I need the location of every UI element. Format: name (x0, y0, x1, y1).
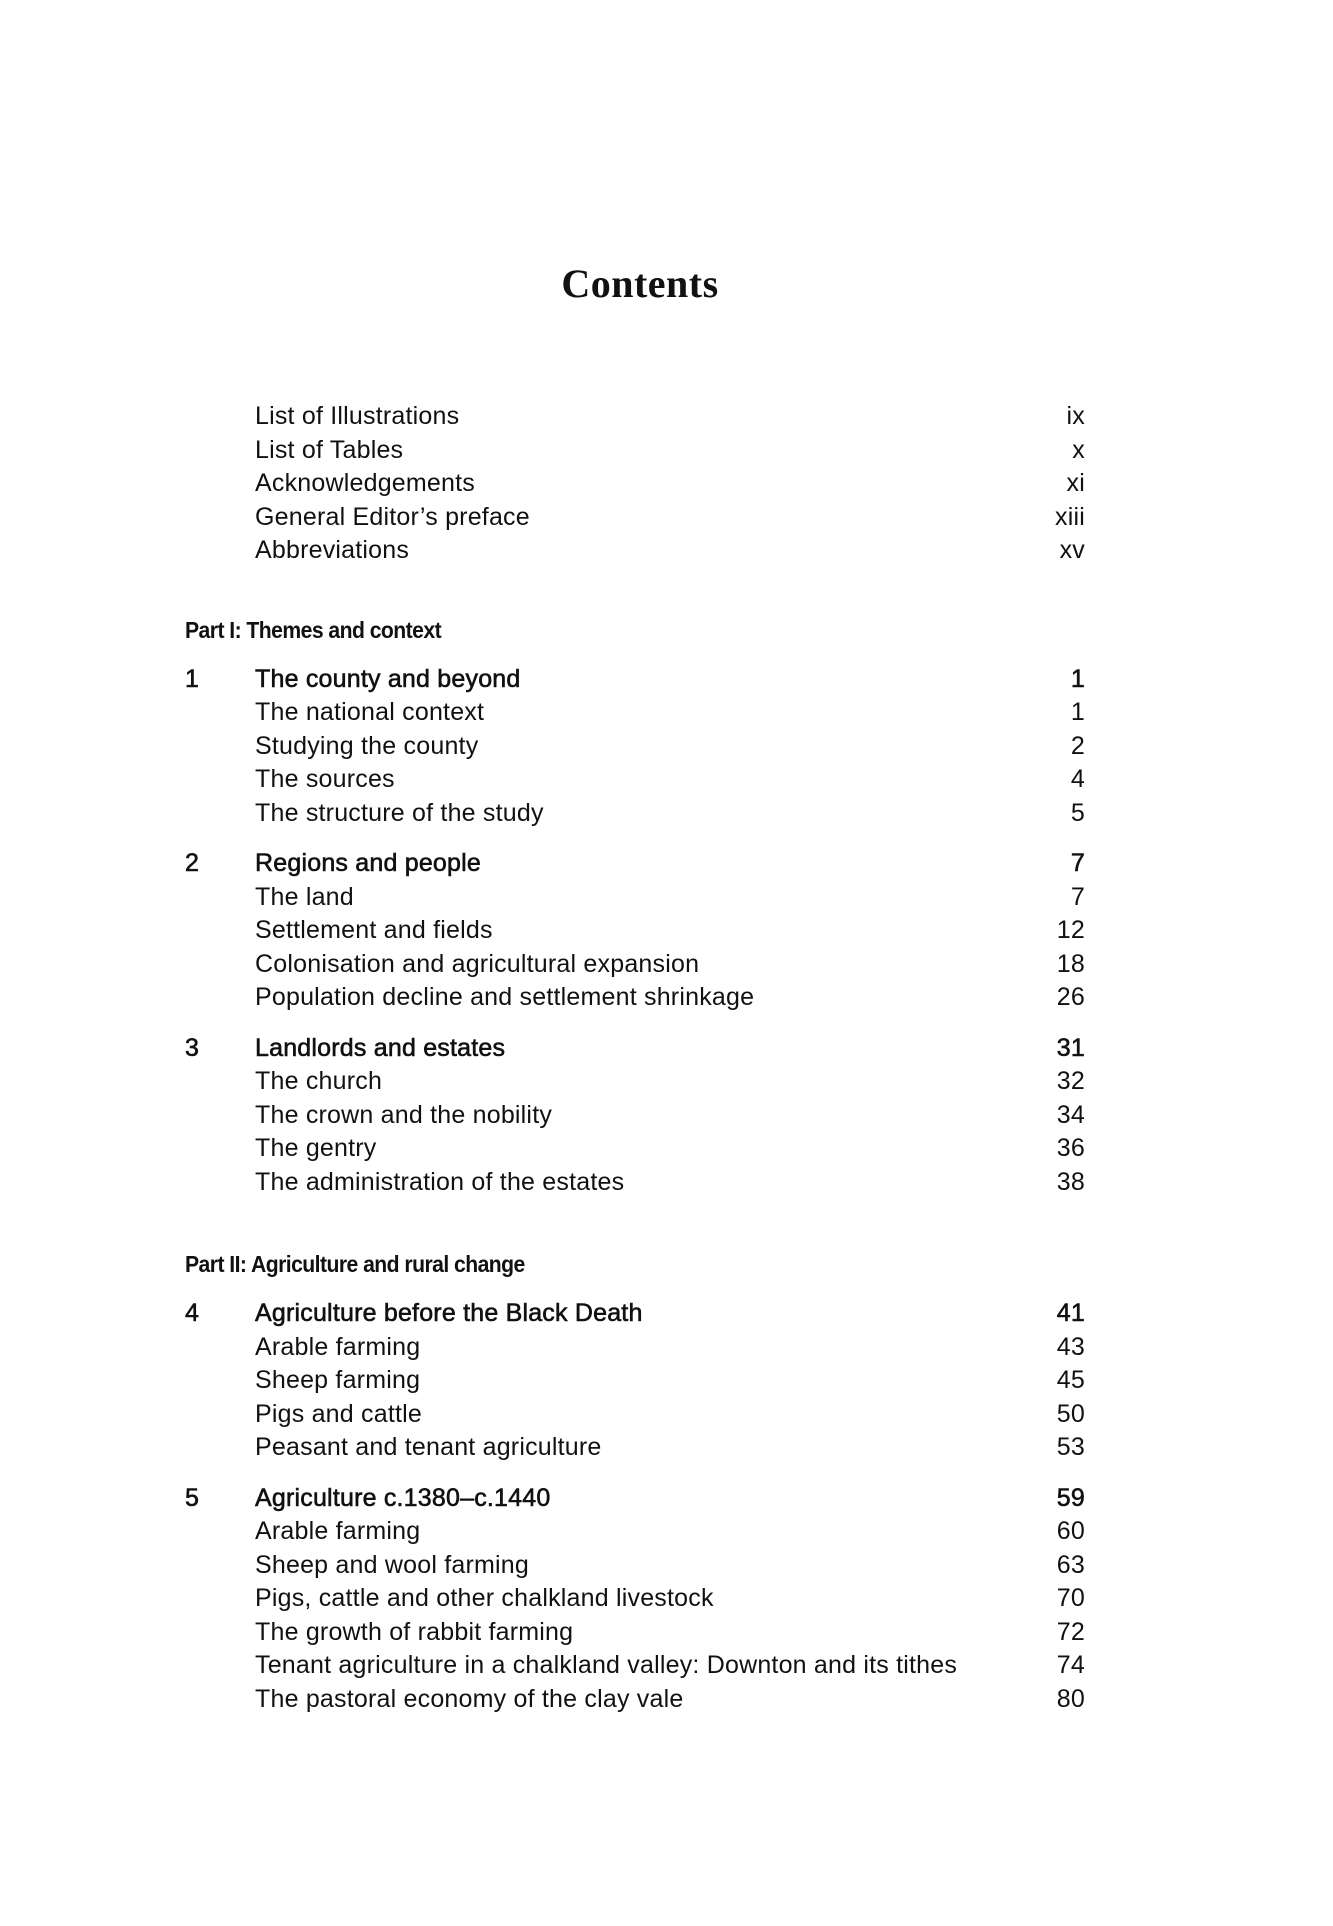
toc-entry[interactable] (185, 501, 1085, 535)
chapter-title: Regions and people (255, 849, 481, 877)
section-page: 7 (1070, 882, 1085, 911)
section-label: Arable farming (255, 1517, 421, 1545)
chapter-entry[interactable] (185, 1297, 1085, 1331)
section-page: 38 (1056, 1167, 1085, 1196)
toc-entry-label: Abbreviations (255, 536, 410, 564)
section-page: 53 (1056, 1433, 1085, 1461)
section-entry[interactable] (185, 1683, 1085, 1717)
toc-entry-page: xi (1066, 469, 1085, 497)
section-label: The gentry (255, 1134, 377, 1162)
section-page: 5 (1070, 798, 1085, 827)
toc-entry-page: xiii (1055, 502, 1085, 531)
section-entry[interactable] (185, 797, 1085, 831)
section-label: Studying the county (255, 731, 479, 760)
section-entry[interactable] (185, 1065, 1085, 1099)
section-label: Population decline and settlement shrinkage (255, 983, 755, 1011)
section-page: 63 (1056, 1550, 1085, 1579)
chapter-title: The county and beyond (255, 664, 521, 693)
toc-entry[interactable] (185, 467, 1085, 501)
section-entry[interactable] (185, 881, 1085, 915)
toc-entry-label: List of Illustrations (255, 402, 460, 430)
toc-entry-label: Acknowledgements (255, 469, 475, 497)
section-page: 74 (1056, 1651, 1085, 1679)
section-label: Colonisation and agricultural expansion (255, 949, 700, 978)
section-label: The crown and the nobility (255, 1100, 553, 1129)
chapter-entry[interactable] (185, 1032, 1085, 1066)
chapter-page: 31 (1056, 1033, 1085, 1062)
toc-entry-label: General Editor’s preface (255, 502, 530, 531)
chapter-entry[interactable] (185, 1482, 1085, 1516)
section-page: 50 (1056, 1399, 1085, 1428)
section-page: 70 (1056, 1584, 1085, 1612)
section-label: Tenant agriculture in a chalkland valley: Downton and its tithes (255, 1651, 958, 1679)
front-matter-list (185, 400, 1085, 568)
section-label: Pigs and cattle (255, 1399, 422, 1428)
section-entry[interactable] (185, 1166, 1085, 1200)
section-page: 60 (1056, 1517, 1085, 1545)
section-entry[interactable] (185, 1099, 1085, 1133)
chapter-page: 59 (1056, 1483, 1085, 1512)
section-label: The sources (255, 765, 395, 793)
section-entry[interactable] (185, 696, 1085, 730)
section-page: 45 (1056, 1366, 1085, 1394)
section-label: The national context (255, 698, 485, 726)
section-label: Pigs, cattle and other chalkland livestock (255, 1584, 714, 1612)
chapter-entry[interactable] (185, 663, 1085, 697)
section-page: 43 (1056, 1332, 1085, 1361)
section-page: 18 (1056, 949, 1085, 978)
part-heading: Part I: Themes and context (185, 616, 442, 643)
toc-entry-page: x (1072, 435, 1085, 464)
section-entry[interactable] (185, 1582, 1085, 1616)
section-page: 72 (1056, 1617, 1085, 1646)
section-entry[interactable] (185, 1431, 1085, 1465)
section-label: The administration of the estates (255, 1167, 625, 1196)
chapter-title: Landlords and estates (255, 1033, 506, 1062)
section-entry[interactable] (185, 948, 1085, 982)
chapter-page: 41 (1056, 1299, 1085, 1327)
section-entry[interactable] (185, 1649, 1085, 1683)
section-label: The land (255, 882, 354, 911)
toc-entry[interactable] (185, 434, 1085, 468)
chapter-number: 1 (185, 664, 200, 693)
section-entry[interactable] (185, 1515, 1085, 1549)
chapter-number: 2 (185, 849, 200, 877)
chapter-entry[interactable] (185, 847, 1085, 881)
section-page: 12 (1056, 916, 1085, 944)
section-entry[interactable] (185, 981, 1085, 1015)
chapter-title: Agriculture before the Black Death (255, 1299, 643, 1327)
section-label: Sheep farming (255, 1366, 421, 1394)
part-heading: Part II: Agriculture and rural change (185, 1251, 525, 1277)
section-page: 36 (1056, 1134, 1085, 1162)
page-title: Contents (561, 261, 719, 306)
section-page: 1 (1070, 698, 1085, 726)
toc-entry[interactable] (185, 400, 1085, 434)
section-entry[interactable] (185, 1616, 1085, 1650)
section-label: Peasant and tenant agriculture (255, 1433, 602, 1461)
chapter-page: 1 (1070, 664, 1085, 693)
chapter-number: 3 (185, 1033, 200, 1062)
section-entry[interactable] (185, 1132, 1085, 1166)
toc-entry-page: ix (1066, 402, 1085, 430)
section-entry[interactable] (185, 1549, 1085, 1583)
section-label: The structure of the study (255, 798, 544, 827)
section-label: Settlement and fields (255, 916, 493, 944)
section-entry[interactable] (185, 1331, 1085, 1365)
section-entry[interactable] (185, 763, 1085, 797)
toc-entry-label: List of Tables (255, 435, 404, 464)
toc-entry-page: xv (1059, 536, 1085, 564)
section-entry[interactable] (185, 914, 1085, 948)
section-label: The pastoral economy of the clay vale (255, 1684, 684, 1713)
section-page: 26 (1056, 983, 1085, 1011)
section-label: Arable farming (255, 1332, 421, 1361)
chapter-number: 5 (185, 1483, 200, 1512)
chapter-page: 7 (1070, 849, 1085, 877)
section-entry[interactable] (185, 1398, 1085, 1432)
section-label: The growth of rabbit farming (255, 1617, 574, 1646)
section-page: 34 (1056, 1100, 1085, 1129)
section-entry[interactable] (185, 730, 1085, 764)
section-label: Sheep and wool farming (255, 1550, 530, 1579)
toc-entry[interactable] (185, 534, 1085, 568)
section-label: The church (255, 1067, 383, 1095)
table-of-contents (185, 400, 1085, 1716)
section-page: 80 (1056, 1684, 1085, 1713)
section-page: 32 (1056, 1067, 1085, 1095)
section-page: 2 (1070, 731, 1085, 760)
section-entry[interactable] (185, 1364, 1085, 1398)
section-page: 4 (1070, 765, 1085, 793)
chapter-number: 4 (185, 1299, 200, 1327)
chapter-title: Agriculture c.1380–c.1440 (255, 1483, 551, 1512)
